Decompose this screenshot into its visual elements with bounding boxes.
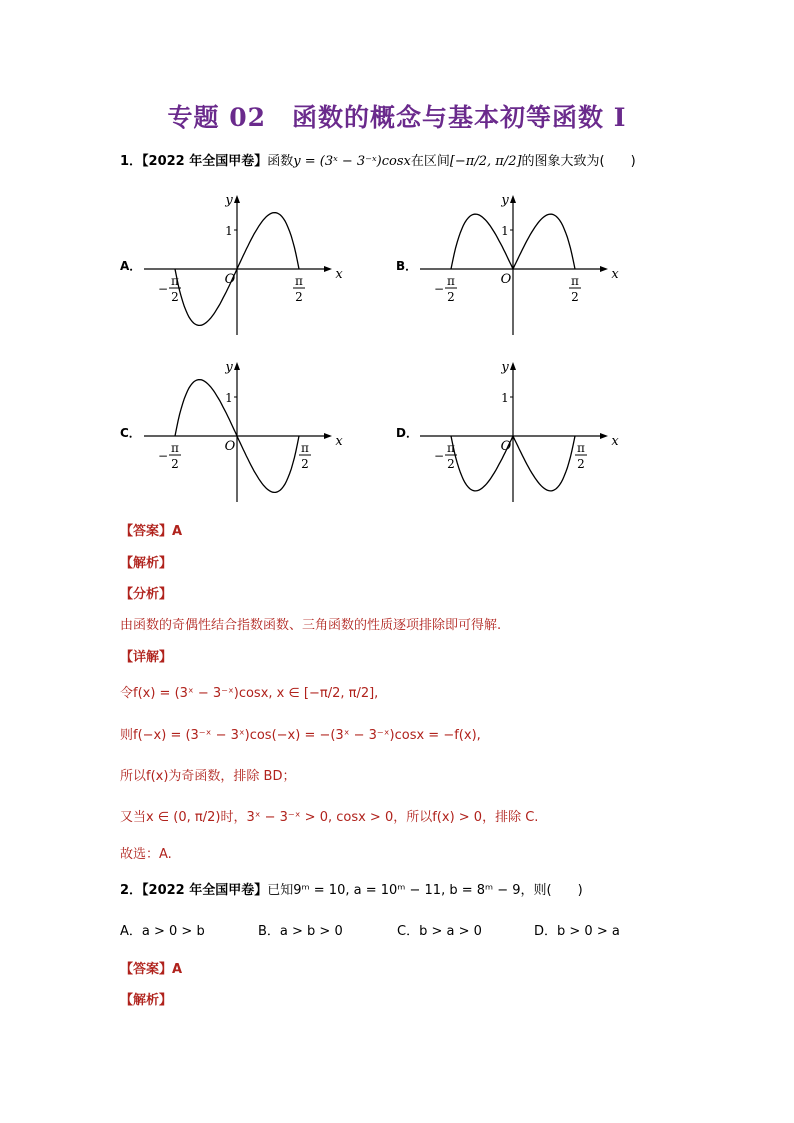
q1-detail-line-5: 故选：A.	[120, 847, 172, 862]
q2-choice-d: D．b > 0 > a	[534, 924, 620, 939]
origin-label: O	[224, 272, 236, 287]
q1-source: 【2022 年全国甲卷】	[142, 154, 268, 169]
pi-label: π	[447, 441, 455, 455]
x-axis-label: x	[611, 267, 619, 282]
graph-c	[140, 352, 350, 507]
graph-d	[416, 352, 626, 507]
q1-detail-line-3: 所以f(x)为奇函数，排除 BD；	[120, 769, 296, 784]
tick-neg-half-pi	[158, 441, 181, 471]
q1-stem-mid: 在区间	[410, 154, 450, 169]
y-axis-label: y	[225, 360, 233, 375]
q2-number: 2．	[120, 883, 143, 898]
two-label: 2	[295, 290, 303, 304]
graph-b	[416, 185, 626, 340]
origin-label: O	[500, 439, 512, 454]
q2-analysis-tag: 【解析】	[120, 993, 173, 1008]
x-axis-arrow	[600, 266, 608, 272]
neg-sign: −	[157, 282, 169, 296]
two-label: 2	[171, 290, 179, 304]
q1-detail-line-2: 则f(−x) = (3⁻ˣ − 3ˣ)cos(−x) = −(3ˣ − 3⁻ˣ)cosx = −f(x),	[120, 728, 481, 743]
q1-stem-pre: 函数	[267, 154, 294, 169]
option-d-label: D．	[396, 426, 418, 440]
option-c-label: C．	[120, 426, 141, 440]
q2-choice-c: C．b > a > 0	[397, 924, 482, 939]
two-label: 2	[301, 457, 309, 471]
x-axis-label: x	[335, 267, 343, 282]
y-tick-one-label: 1	[225, 224, 233, 238]
two-label: 2	[171, 457, 179, 471]
q2-answer-tag: 【答案】	[120, 962, 173, 977]
tick-half-pi	[569, 274, 581, 304]
q2-answer	[120, 958, 182, 977]
neg-sign: −	[433, 449, 445, 463]
neg-sign: −	[433, 282, 445, 296]
x-axis-label: x	[335, 434, 343, 449]
pi-label: π	[447, 274, 455, 288]
y-axis-label: y	[225, 193, 233, 208]
q1-stem	[120, 150, 636, 169]
y-axis-label: y	[501, 360, 509, 375]
y-axis-label: y	[501, 193, 509, 208]
y-axis-arrow	[510, 362, 516, 370]
option-b-label: B．	[396, 259, 418, 273]
q2-choice-b: B．a > b > 0	[258, 924, 343, 939]
pi-label: π	[577, 441, 585, 455]
tick-half-pi	[575, 441, 587, 471]
x-axis-label: x	[611, 434, 619, 449]
y-axis-arrow	[234, 195, 240, 203]
q2-stem-text: 已知9ᵐ = 10, a = 10ᵐ − 11, b = 8ᵐ − 9，则( )	[267, 883, 583, 898]
q1-detail-tag: 【详解】	[120, 650, 173, 665]
q1-number: 1．	[120, 154, 143, 169]
origin-label: O	[500, 272, 512, 287]
y-tick-one-label: 1	[501, 224, 509, 238]
x-axis-arrow	[324, 266, 332, 272]
tick-half-pi	[293, 274, 305, 304]
tick-neg-half-pi	[434, 274, 457, 304]
q1-fenxi-text: 由函数的奇偶性结合指数函数、三角函数的性质逐项排除即可得解.	[120, 618, 502, 633]
pi-label: π	[171, 441, 179, 455]
tick-half-pi	[299, 441, 311, 471]
x-axis-arrow	[324, 433, 332, 439]
q1-detail-line-4: 又当x ∈ (0, π/2)时，3ˣ − 3⁻ˣ > 0, cosx > 0，所以f(x) > 0，排除 C.	[120, 810, 539, 825]
pi-label: π	[571, 274, 579, 288]
q2-stem	[120, 879, 583, 898]
pi-label: π	[301, 441, 309, 455]
q1-fenxi-tag: 【分析】	[120, 587, 173, 602]
q1-formula: y = (3ˣ − 3⁻ˣ)cosx	[293, 154, 411, 169]
q1-analysis-tag: 【解析】	[120, 556, 173, 571]
q1-detail-line-1: 令f(x) = (3ˣ − 3⁻ˣ)cosx, x ∈ [−π/2, π/2],	[120, 686, 379, 701]
y-tick-one-label: 1	[501, 391, 509, 405]
two-label: 2	[447, 457, 455, 471]
q1-interval: [−π/2, π/2]	[449, 154, 522, 169]
q1-answer	[120, 520, 182, 539]
q2-answer-value: A	[172, 962, 183, 977]
option-a-label: A．	[120, 259, 142, 273]
x-axis-arrow	[600, 433, 608, 439]
two-label: 2	[571, 290, 579, 304]
two-label: 2	[577, 457, 585, 471]
q2-source: 【2022 年全国甲卷】	[142, 883, 268, 898]
pi-label: π	[295, 274, 303, 288]
pi-label: π	[171, 274, 179, 288]
q1-stem-post: 的图象大致为( )	[521, 154, 636, 169]
neg-sign: −	[157, 449, 169, 463]
q2-choice-a: A．a > 0 > b	[120, 924, 205, 939]
y-axis-arrow	[234, 362, 240, 370]
two-label: 2	[447, 290, 455, 304]
origin-label: O	[224, 439, 236, 454]
y-axis-arrow	[510, 195, 516, 203]
q1-answer-tag: 【答案】	[120, 524, 173, 539]
y-tick-one-label: 1	[225, 391, 233, 405]
q1-answer-value: A	[172, 524, 183, 539]
graph-a	[140, 185, 350, 340]
page-title: 专题 02 函数的概念与基本初等函数 I	[167, 103, 627, 132]
